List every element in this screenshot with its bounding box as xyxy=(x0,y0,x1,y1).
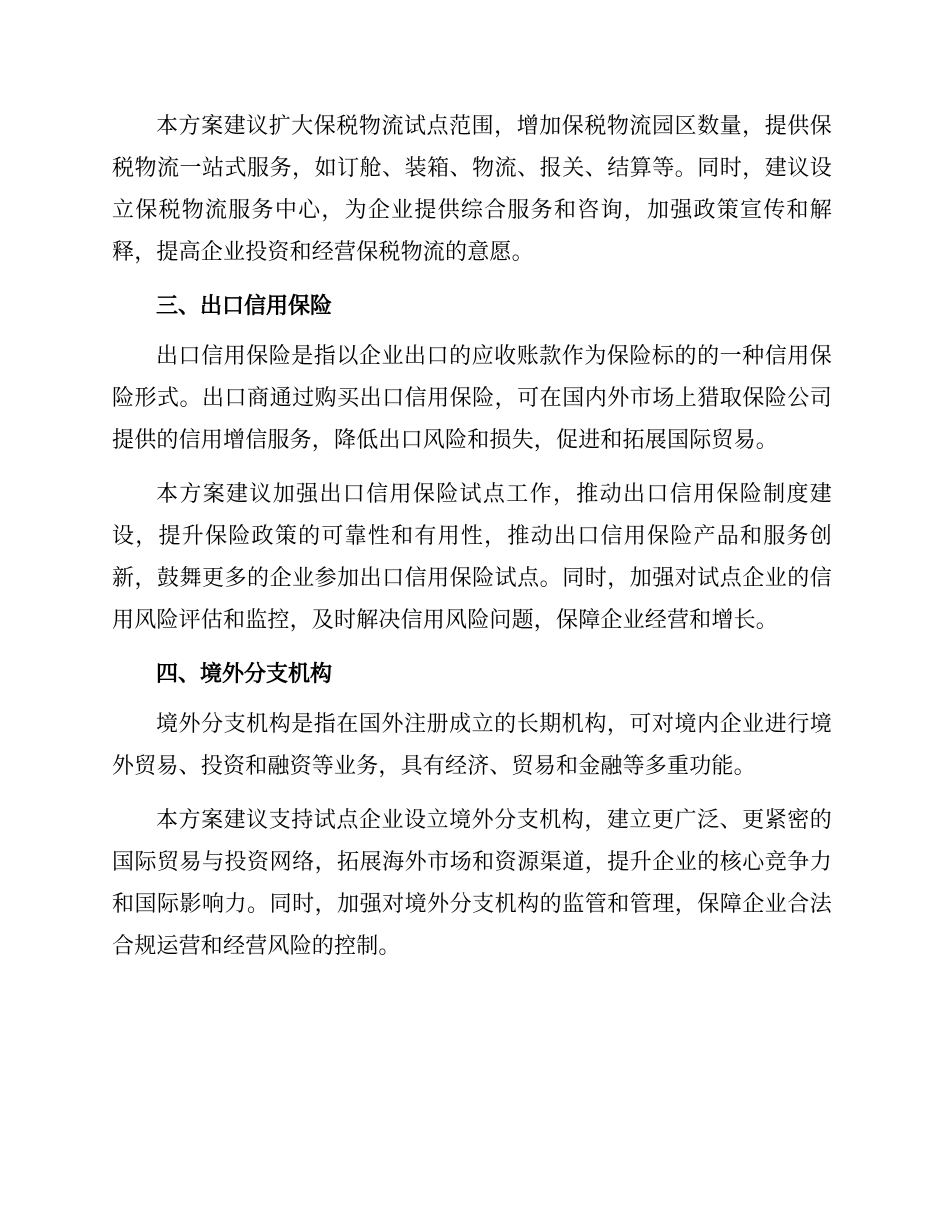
paragraph-overseas-branch-definition: 境外分支机构是指在国外注册成立的长期机构，可对境内企业进行境外贸易、投资和融资等业务，具有经济、贸易和金融等多重功能。 xyxy=(112,712,832,779)
paragraph-export-credit-definition: 出口信用保险是指以企业出口的应收账款作为保险标的的一种信用保险形式。出口商通过购买出口信用保险，可在国内外市场上猎取保险公司提供的信用增信服务，降低出口风险和损失，促进和拓展国际贸易。 xyxy=(112,344,832,453)
spacer xyxy=(112,696,832,704)
spacer xyxy=(112,274,832,286)
paragraph-export-credit-proposal: 本方案建议加强出口信用保险试点工作，推动出口信用保险制度建设，提升保险政策的可靠性和有用性，推动出口信用保险产品和服务创新，鼓舞更多的企业参加出口信用保险试点。同时，加强对试点企业的信用风险评估和监控，及时解决信用风险问题，保障企业经营和增长。 xyxy=(112,482,832,633)
spacer xyxy=(112,462,832,474)
paragraph-bonded-logistics-proposal: 本方案建议扩大保税物流试点范围，增加保税物流园区数量，提供保税物流一站式服务，如订舱、装箱、物流、报关、结算等。同时，建议设立保税物流服务中心，为企业提供综合服务和咨询，加强政策宣传和解释，提高企业投资和经营保税物流的意愿。 xyxy=(112,114,832,265)
spacer xyxy=(112,642,832,654)
section-heading-export-credit-insurance: 三、出口信用保险 xyxy=(156,294,333,319)
document-page xyxy=(112,106,832,968)
spacer xyxy=(112,328,832,336)
paragraph-overseas-branch-proposal: 本方案建议支持试点企业设立境外分支机构，建立更广泛、更紧密的国际贸易与投资网络，拓展海外市场和资源渠道，提升企业的核心竞争力和国际影响力。同时，加强对境外分支机构的监管和管理，保障企业合法合规运营和经营风险的控制。 xyxy=(112,808,832,959)
spacer xyxy=(112,788,832,800)
section-heading-overseas-branches: 四、境外分支机构 xyxy=(156,662,333,687)
